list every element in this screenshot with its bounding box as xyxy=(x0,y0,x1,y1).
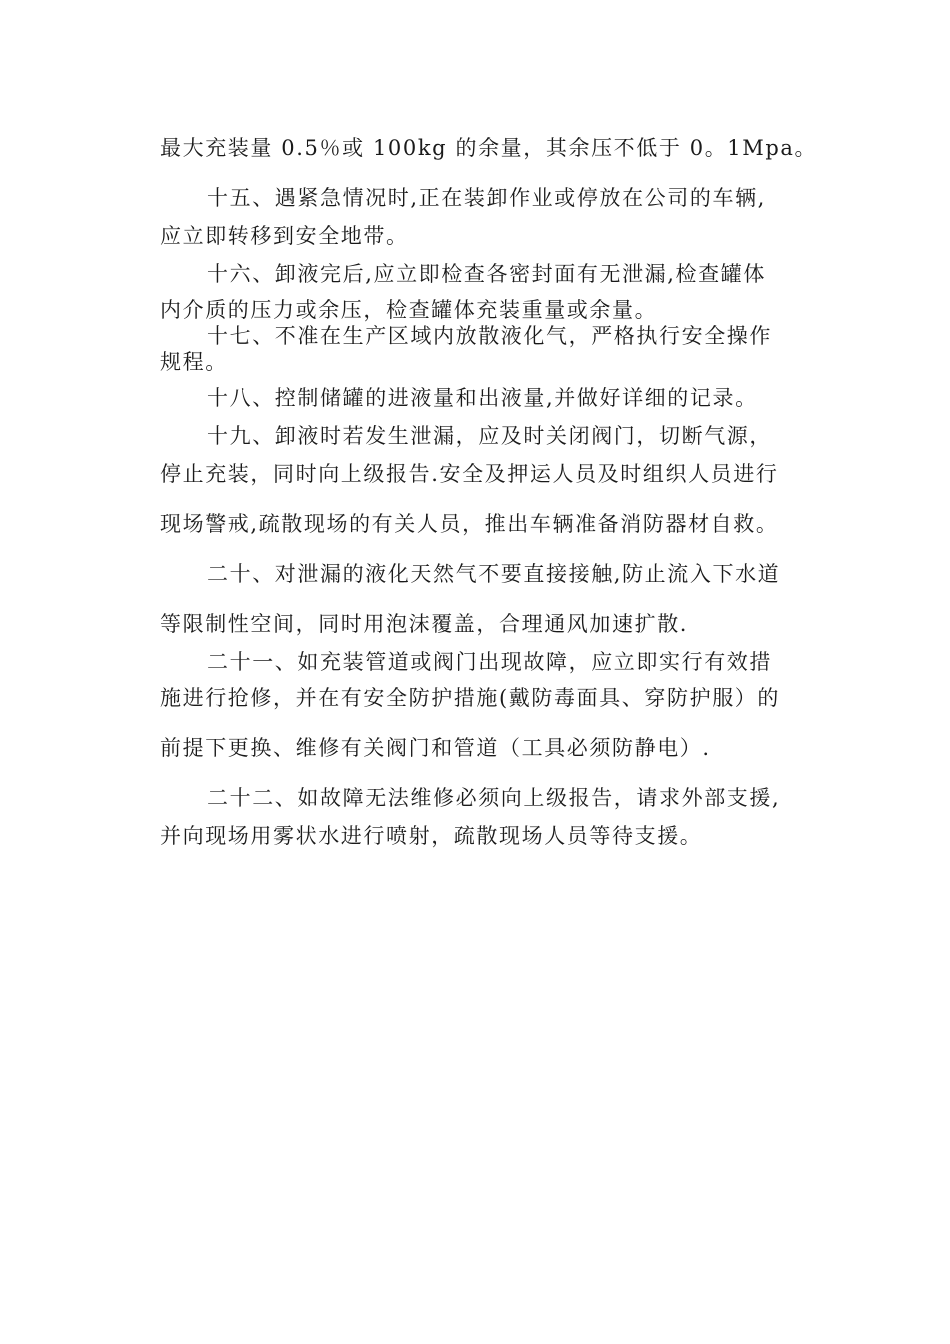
text-line: 十七、不准在生产区域内放散液化气，严格执行安全操作 xyxy=(207,324,772,348)
text-line: 十八、控制储罐的进液量和出液量,并做好详细的记录。 xyxy=(207,386,758,410)
text-line: 前提下更换、维修有关阀门和管道（工具必须防静电）. xyxy=(160,736,711,760)
text-line: 内介质的压力或余压，检查罐体充装重量或余量。 xyxy=(160,298,658,322)
text-line: 规程。 xyxy=(160,350,228,374)
text-line: 最大充装量 0.5％或 100kg 的余量，其余压不低于 0。1Mpa。 xyxy=(160,136,818,160)
text-line: 十五、遇紧急情况时,正在装卸作业或停放在公司的车辆, xyxy=(207,186,766,210)
text-line: 等限制性空间，同时用泡沫覆盖，合理通风加速扩散. xyxy=(160,612,689,636)
text-line: 应立即转移到安全地带。 xyxy=(160,224,409,248)
text-line: 二十二、如故障无法维修必须向上级报告，请求外部支援, xyxy=(207,786,781,810)
text-line: 施进行抢修，并在有安全防护措施(戴防毒面具、穿防护服）的 xyxy=(160,686,780,710)
text-line: 十九、卸液时若发生泄漏，应及时关闭阀门，切断气源， xyxy=(207,424,772,448)
text-line: 二十、对泄漏的液化天然气不要直接接触,防止流入下水道 xyxy=(207,562,781,586)
text-line: 十六、卸液完后,应立即检查各密封面有无泄漏,检查罐体 xyxy=(207,262,766,286)
text-line: 并向现场用雾状水进行喷射，疏散现场人员等待支援。 xyxy=(160,824,703,848)
text-line: 现场警戒,疏散现场的有关人员，推出车辆准备消防器材自救。 xyxy=(160,512,779,536)
text-line: 停止充装，同时向上级报告.安全及押运人员及时组织人员进行 xyxy=(160,462,779,486)
text-line: 二十一、如充装管道或阀门出现故障，应立即实行有效措 xyxy=(207,650,772,674)
